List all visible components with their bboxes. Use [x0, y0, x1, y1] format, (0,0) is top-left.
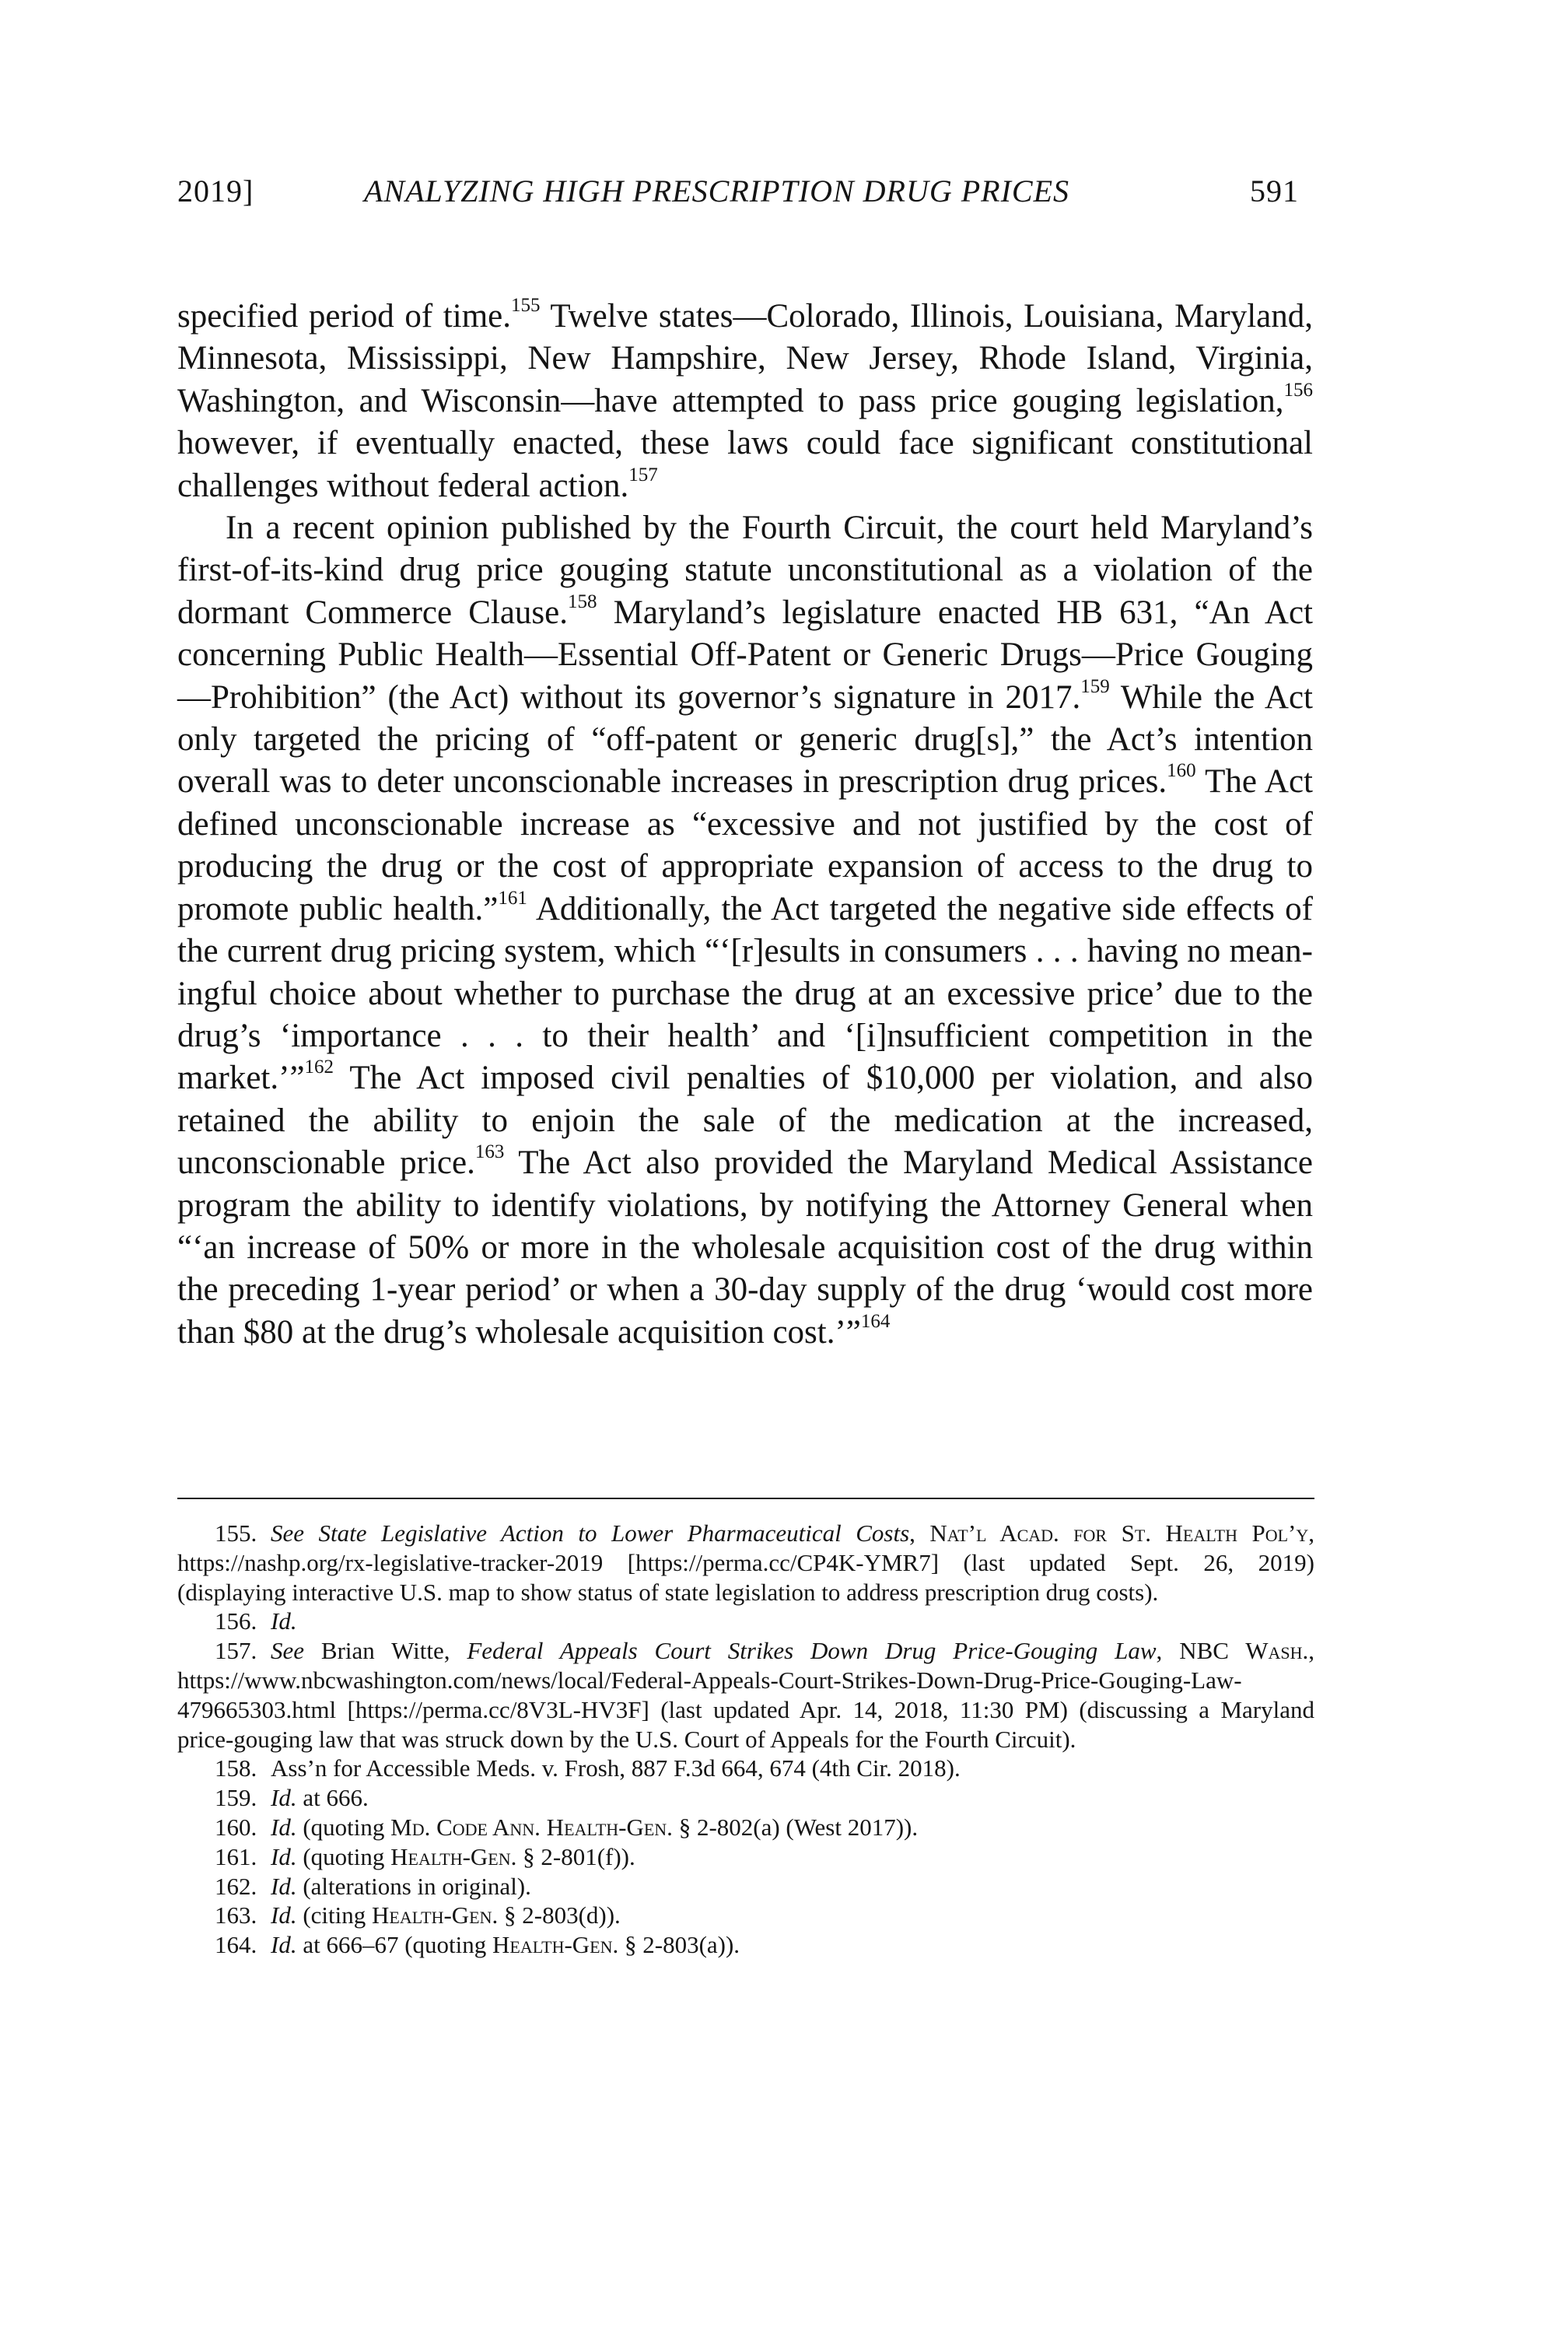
- footnote-161: 161. Id. (quoting Health-Gen. § 2-801(f)).: [215, 1842, 635, 1870]
- footnote-163: 163. Id. (citing Health-Gen. § 2-803(d)).: [215, 1901, 621, 1929]
- footnote-ref-156: 156: [1283, 379, 1313, 401]
- footnote-ref-155: 155: [510, 295, 541, 316]
- footnote-164: 164. Id. at 666–67 (quoting Health-Gen. § 2-803(a)).: [215, 1931, 740, 1959]
- footnote-156: 156. Id.: [215, 1607, 297, 1635]
- footnote-160: 160. Id. (quoting Md. Code Ann. Health-Gen. § 2-802(a) (West 2017)).: [215, 1813, 919, 1841]
- body-text: [177, 296, 1313, 1354]
- footnote-ref-157: 157: [628, 464, 658, 485]
- footnote-ref-158: 158: [568, 591, 597, 612]
- footnote-ref-163: 163: [474, 1141, 505, 1163]
- footnote-157: 157. See Brian Witte, Federal Appeals Court Strikes Down Drug Price-Gouging Law, NBC Wash., https://www.nbcwashington.com/news/local/Federal-Appeals-Court-Strikes-Down-Drug-Price-Gouging-Law-479665303.html [https://perma.cc/8V3L-HV3F] (last updated Apr. 14, 2018, 11:30 PM) (discussing a Maryland price-gouging law that was struck down by the U.S. Court of Appeals for the Fourth Circuit).: [177, 1637, 1315, 1753]
- footnote-159: 159. Id. at 666.: [215, 1784, 369, 1812]
- footnote-158: 158. Ass’n for Accessible Meds. v. Frosh, 887 F.3d 664, 674 (4th Cir. 2018).: [215, 1754, 961, 1782]
- running-header: [177, 173, 1313, 219]
- footnote-ref-162: 162: [304, 1057, 334, 1078]
- header-title: ANALYZING HIGH PRESCRIPTION DRUG PRICES: [364, 173, 1070, 209]
- footnote-162: 162. Id. (alterations in original).: [215, 1872, 531, 1900]
- footnote-ref-159: 159: [1080, 675, 1110, 697]
- footnote-divider: [177, 1498, 1314, 1499]
- page-number: 591: [1250, 173, 1299, 209]
- paragraph-2: In a recent opinion published by the Fourth Circuit, the court held Maryland’s first-of-its-kind drug price gouging statute unconstitutional as a violation of the dormant Commerce Clause.$^{158}$ Maryland’s legislature enacted HB 631, “An Act concerning Public Health—Essential Off-Patent or Generic Drugs—Price Gouging—Prohibition” (the Act) without its governor’s signature in 2017.$^{159}$ While the Act only targeted the pricing of “off-patent or generic drug[s],” the Act’s intention overall was to deter unconscionable increases in prescription drug prices.$^{160}$ The Act defined unconscionable increase as “excessive and not justified by the cost of producing the drug or the cost of appropriate expansion of access to the drug to promote public health.”$^{161}$ Additionally, the Act targeted the negative side effects of the current drug pricing system, which “‘[r]esults in consumers . . . having no meaningful choice about whether to purchase the drug at an excessive price’ due to the drug’s ‘importance . . . to their health’ and ‘[i]nsufficient competition in the market.’”$^{162}$ The Act imposed civil penalties of $10,000 per violation, and also retained the ability to enjoin the sale of the medication at the increased, unconscionable price.$^{163}$ The Act also provided the Maryland Medical Assistance program the ability to identify violations, by notifying the Attorney General when “‘an increase of 50% or more in the wholesale acquisition cost of the drug within the preceding 1-year period’ or when a 30-day supply of the drug ‘would cost more than $80 at the drug’s wholesale acquisition cost.’”$^{164}$: [177, 510, 1313, 1351]
- footnotes: [177, 1519, 1314, 1960]
- footnote-155: 155. See State Legislative Action to Lower Pharmaceutical Costs, Nat’l Acad. for St. Health Pol’y, https://nashp.org/rx-legislative-tracker-2019 [https://perma.cc/CP4K-YMR7] (last updated Sept. 26, 2019) (displaying interactive U.S. map to show status of state legislation to address prescription drug costs).: [177, 1519, 1314, 1606]
- header-year: 2019]: [177, 173, 254, 209]
- footnote-ref-164: 164: [860, 1310, 891, 1332]
- paragraph-1: specified period of time.$^{155}$ Twelve states—Colorado, Illinois, Louisiana, Maryland, Minnesota, Mississippi, New Hampshire, New Jersey, Rhode Island, Virginia, Washington, and Wisconsin—have attempted to pass price gouging legislation,$^{156}$ however, if eventually enacted, these laws could face significant constitutional challenges without federal action.$^{157}$: [177, 295, 1313, 504]
- footnote-ref-160: 160: [1167, 760, 1196, 782]
- footnote-ref-161: 161: [498, 887, 527, 909]
